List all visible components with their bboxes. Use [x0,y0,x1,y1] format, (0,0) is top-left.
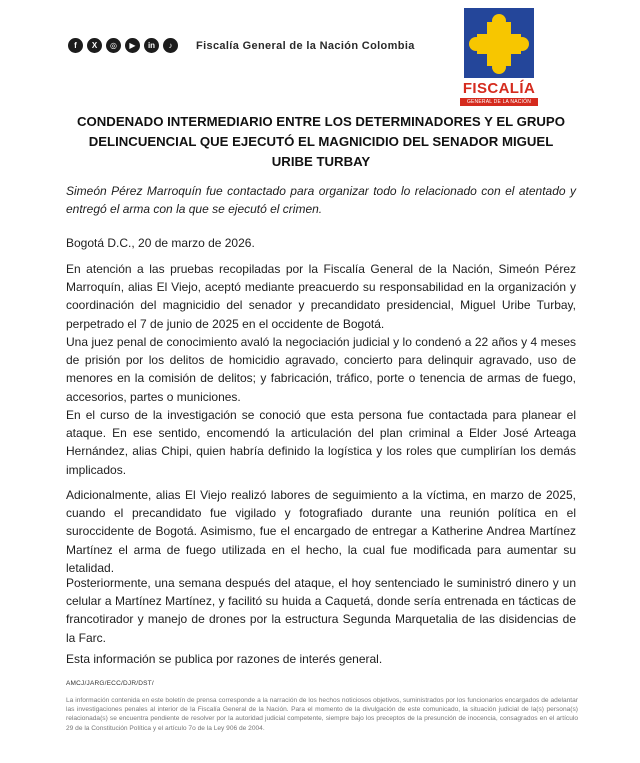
article-paragraph: En el curso de la investigación se conoció que esta persona fue contactada para planear el ataque. En ese sentido, encomendó la articulación del plan criminal a Elder José Arteaga Hernández, alias Chipi, quien habría definido la logística y los roles que cumplirían los demás implicados. [66,408,576,477]
puzzle-emblem-icon [460,8,538,80]
article-dateline: Bogotá D.C., 20 de marzo de 2026. [66,236,255,250]
logo-wordmark: FISCALÍA [462,80,536,97]
article-paragraph: Adicionalmente, alias El Viejo realizó labores de seguimiento a la víctima, en marzo de 2025, cuando el precandidato fue vigilado y fotografiado durante una reunión política en el suroccidente de Bogotá. Asimismo, fue el encargado de entregar a Katherine Andrea Martínez Martínez el arma de fuego utilizada en el hecho, la cual fue modificada para aumentar su letalidad. [66,488,576,575]
article-paragraph: Posteriormente, una semana después del ataque, el hoy sentenciado le suministró dinero y un celular a Martínez Martínez, y facilitó su huida a Caquetá, donde sería entrenada en tácticas de francotirador y manejo de drones por la estructura Segunda Marquetalia de las disidencias de la Farc. [66,576,576,645]
instagram-icon[interactable]: ◎ [106,38,121,53]
legal-disclaimer: La información contenida en este boletín de prensa corresponde a la narración de los hechos noticiosos objetivos, suministrados por los funcionarios encargados de adelantar las investigaciones penales al interior de la Fiscalía General de la Nación. Para el momento de la divulgación de este comunicado, la situación judicial de la(s) persona(s) relacionada(s) se encuentra pendiente de resolver por la autoridad judicial competente, siempre bajo los preceptos de la presunción de inocencia, consagrados en el artículo 29 de la Constitución Política y el artículo 7o de la Ley 906 de 2004. [66,697,578,732]
linkedin-icon[interactable]: in [144,38,159,53]
organization-name: Fiscalía General de la Nación Colombia [196,40,415,52]
x-icon[interactable]: X [87,38,102,53]
youtube-icon[interactable]: ▶ [125,38,140,53]
article-closing-note: Esta información se publica por razones de interés general. [66,652,383,666]
facebook-icon[interactable]: f [68,38,83,53]
article-headline: CONDENADO INTERMEDIARIO ENTRE LOS DETERMINADORES Y EL GRUPO DELINCUENCIAL QUE EJECUTÓ EL MAGNICIDIO DEL SENADOR MIGUEL URIBE TURBAY [77,114,565,169]
article-lead: Simeón Pérez Marroquín fue contactado para organizar todo lo relacionado con el atentado y entregó el arma con la que se ejecutó el crimen. [66,184,576,217]
author-codes: AMCJ/JARG/ECC/DJR/DST/ [66,680,154,687]
social-icons [68,38,178,53]
logo-subtitle: GENERAL DE LA NACIÓN [460,98,538,106]
article-paragraph: Una juez penal de conocimiento avaló la negociación judicial y lo condenó a 22 años y 4 meses de prisión por los delitos de homicidio agravado, concierto para delinquir agravado, uso de menores en la comisión de delitos; y fabricación, tráfico, porte o tenencia de armas de fuego, accesorios, partes o municiones. [66,335,576,404]
fiscalia-logo [460,8,538,106]
article-paragraph: En atención a las pruebas recopiladas por la Fiscalía General de la Nación, Simeón Pérez Marroquín, alias El Viejo, aceptó mediante preacuerdo su responsabilidad en la organización y coordinación del magnicidio del senador y precandidato presidencial, Miguel Uribe Turbay, perpetrado el 7 de junio de 2025 en el occidente de Bogotá. [66,262,576,331]
tiktok-icon[interactable]: ♪ [163,38,178,53]
